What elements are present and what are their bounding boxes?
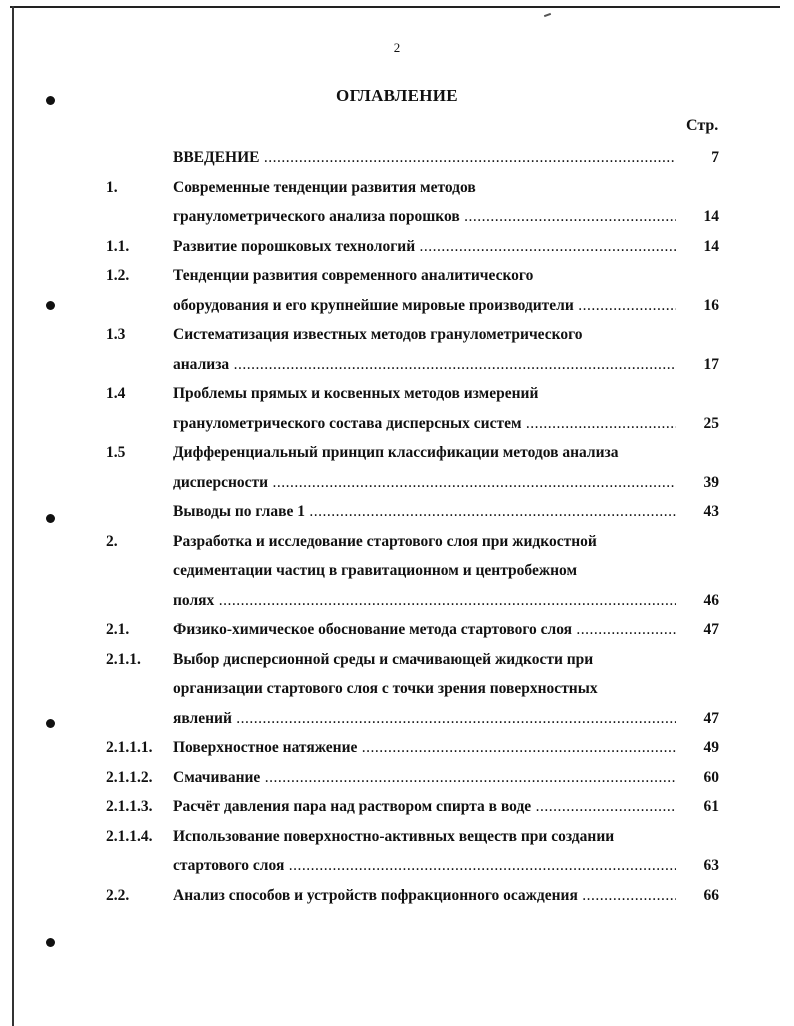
toc-line <box>0 822 794 852</box>
toc-entry-number: 2. <box>106 532 118 550</box>
toc-page-number: 60 <box>703 768 719 786</box>
toc-entry-title: гранулометрического состава дисперсных систем ..... <box>173 409 676 439</box>
toc-entry-number: 2.1. <box>106 621 130 638</box>
toc-page-number: 66 <box>703 886 719 904</box>
toc-line <box>0 438 794 468</box>
page-number: 2 <box>393 40 401 55</box>
toc-line <box>0 615 794 645</box>
toc-entry-title: Тенденции развития современного аналитического <box>173 267 534 284</box>
toc-entry-number: 1.3 <box>106 326 126 343</box>
toc-line <box>0 350 794 380</box>
toc-entry-title: Проблемы прямых и косвенных методов измерений <box>173 385 539 402</box>
toc-entry-number: 1. <box>106 178 118 196</box>
scan-speck <box>544 13 551 17</box>
toc-page-number: 25 <box>703 414 719 432</box>
toc-entry-title: дисперсности ..... <box>173 468 676 498</box>
toc-line <box>0 881 794 911</box>
toc-page-number: 7 <box>711 149 719 166</box>
toc-line <box>0 468 794 498</box>
toc-entry-number: 2.2. <box>106 886 130 904</box>
toc-entry-title: Дифференциальный принцип классификации методов анализа <box>173 444 619 461</box>
toc-page-number: 47 <box>703 621 719 638</box>
toc-line <box>0 202 794 232</box>
toc-entry-number: 1.2. <box>106 267 130 284</box>
toc-entry-title: явлений ..... <box>173 704 676 734</box>
toc-entry-title: седиментации частиц в гравитационном и центробежном <box>173 562 578 579</box>
toc-page-number: 16 <box>703 296 719 314</box>
toc-entry-number: 2.1.1.4. <box>106 827 153 845</box>
toc-page-number: 14 <box>703 237 719 255</box>
toc-line <box>0 645 794 675</box>
toc-line <box>0 143 794 173</box>
toc-page-number: 49 <box>703 739 719 756</box>
toc-page-number: 17 <box>703 355 719 373</box>
toc-page-number: 61 <box>703 798 719 815</box>
toc-page-number: 43 <box>703 503 719 520</box>
toc-entry-title: стартового слоя ..... <box>173 851 676 881</box>
toc-entry-title: Использование поверхностно-активных веществ при создании <box>173 827 615 845</box>
toc-entry-title: Поверхностное натяжение ..... <box>173 733 676 763</box>
toc-entry-title: Выбор дисперсионной среды и смачивающей жидкости при <box>173 650 594 668</box>
toc-entry-title: гранулометрического анализа порошков ..... <box>173 202 676 232</box>
toc-entry-title: Расчёт давления пара над раствором спирта в воде ..... <box>173 792 676 822</box>
toc-line <box>0 792 794 822</box>
toc-line <box>0 173 794 203</box>
toc-entry-title: Развитие порошковых технологий ..... <box>173 232 676 262</box>
toc-page-number: 39 <box>703 473 719 491</box>
toc-entry-number: 2.1.1.3. <box>106 798 153 815</box>
toc-line <box>0 409 794 439</box>
table-of-contents <box>0 143 794 910</box>
scan-border-top <box>10 6 780 8</box>
toc-entry-title: организации стартового слоя с точки зрения поверхностных <box>173 680 598 697</box>
page-column-header: Стр. <box>686 117 719 134</box>
toc-entry-title: Разработка и исследование стартового слоя при жидкостной <box>173 532 597 550</box>
toc-entry-title: анализа ..... <box>173 350 676 380</box>
toc-line <box>0 497 794 527</box>
toc-line <box>0 704 794 734</box>
toc-entry-title: Анализ способов и устройств пофракционного осаждения ..... <box>173 881 676 911</box>
toc-line <box>0 674 794 704</box>
toc-line <box>0 291 794 321</box>
toc-line <box>0 851 794 881</box>
toc-line <box>0 527 794 557</box>
toc-line <box>0 379 794 409</box>
toc-line <box>0 232 794 262</box>
toc-entry-number: 1.5 <box>106 444 126 461</box>
toc-title: ОГЛАВЛЕНИЕ <box>336 86 458 105</box>
toc-page-number: 46 <box>703 591 719 609</box>
toc-line <box>0 556 794 586</box>
toc-entry-title: оборудования и его крупнейшие мировые производители ..... <box>173 291 676 321</box>
toc-entry-number: 2.1.1.2. <box>106 768 153 786</box>
toc-entry-number: 1.4 <box>106 385 126 402</box>
toc-entry-title: Современные тенденции развития методов <box>173 178 476 196</box>
toc-line <box>0 763 794 793</box>
toc-entry-title: Физико-химическое обоснование метода стартового слоя ..... <box>173 615 676 645</box>
toc-page-number: 14 <box>703 208 719 225</box>
toc-line <box>0 261 794 291</box>
toc-entry-title: Выводы по главе 1 ..... <box>173 497 676 527</box>
toc-entry-title: ВВЕДЕНИЕ ..... <box>173 143 676 173</box>
toc-entry-number: 2.1.1.1. <box>106 739 153 756</box>
toc-line <box>0 320 794 350</box>
toc-entry-number: 1.1. <box>106 237 130 255</box>
toc-line <box>0 733 794 763</box>
toc-line <box>0 586 794 616</box>
toc-page-number: 63 <box>703 857 719 874</box>
toc-entry-title: полях ..... <box>173 586 676 616</box>
toc-page-number: 47 <box>703 709 719 727</box>
toc-entry-title: Систематизация известных методов гранулометрического <box>173 326 583 343</box>
toc-entry-number: 2.1.1. <box>106 650 141 668</box>
punch-hole-mark <box>46 938 55 947</box>
toc-entry-title: Смачивание ..... <box>173 763 676 793</box>
